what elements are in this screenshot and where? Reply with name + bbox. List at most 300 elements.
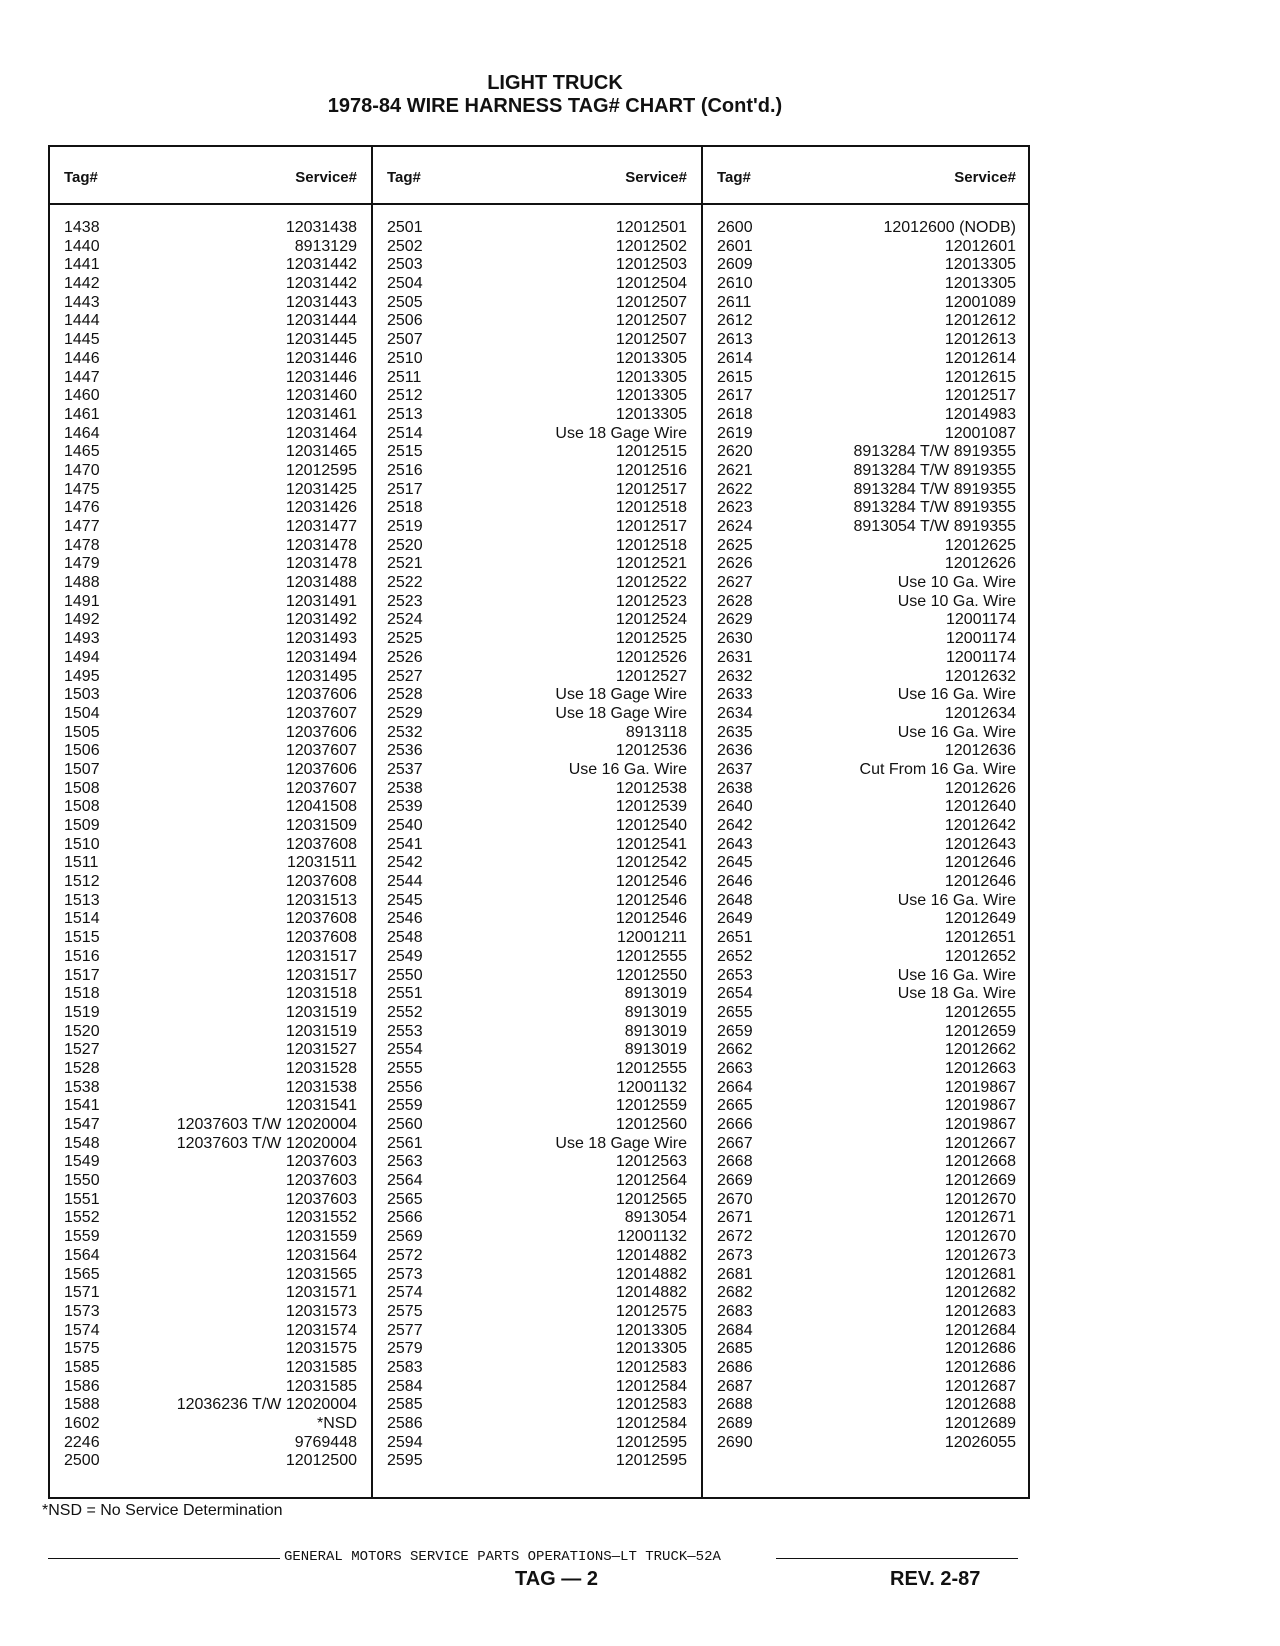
table-row <box>373 406 701 425</box>
service-cell: 12012584 <box>615 1415 687 1432</box>
tag-cell: 2617 <box>717 387 753 405</box>
table-row <box>50 686 371 705</box>
service-cell: Cut From 16 Ga. Wire <box>859 760 1016 778</box>
table-row <box>373 425 701 444</box>
table-row <box>50 555 371 574</box>
table-row <box>373 761 701 780</box>
service-cell: 12012613 <box>944 331 1016 349</box>
table-row <box>50 1378 371 1397</box>
table-row <box>50 1359 371 1378</box>
service-cell: 12012600 (NODB) <box>883 219 1016 236</box>
table-row <box>50 836 371 855</box>
service-cell: 12012643 <box>944 835 1016 853</box>
table-row <box>703 555 1030 574</box>
table-row <box>50 817 371 836</box>
tag-cell: 1573 <box>64 1302 100 1320</box>
tag-cell: 2540 <box>387 817 423 834</box>
table-row <box>50 1209 371 1228</box>
table-row <box>50 611 371 630</box>
table-row <box>50 1247 371 1266</box>
table-row <box>703 967 1030 986</box>
service-cell: 12031426 <box>285 499 357 517</box>
service-cell: 12031565 <box>285 1265 357 1283</box>
service-cell: 12037603 T/W 12020004 <box>176 1134 357 1152</box>
footer-text: GENERAL MOTORS SERVICE PARTS OPERATIONS—LT TRUCK—52A <box>284 1549 721 1565</box>
service-cell: 12031465 <box>285 443 357 461</box>
service-cell: 12012655 <box>944 1003 1016 1021</box>
tag-cell: 2643 <box>717 835 753 853</box>
tag-cell: 2505 <box>387 293 423 311</box>
service-cell: 12012546 <box>615 873 687 891</box>
service-cell: 12013305 <box>944 256 1016 274</box>
service-cell: 12012584 <box>615 1377 687 1395</box>
service-cell: 12019867 <box>944 1116 1016 1133</box>
service-cell: 12012601 <box>944 237 1016 255</box>
tag-cell: 2546 <box>387 910 423 928</box>
tag-cell: 2566 <box>387 1209 423 1227</box>
tag-cell: 1495 <box>64 667 100 685</box>
table-row <box>50 1452 371 1471</box>
table-row <box>703 312 1030 331</box>
service-cell: 12012671 <box>944 1209 1016 1227</box>
table-row <box>50 1322 371 1341</box>
service-cell: 12012659 <box>944 1022 1016 1040</box>
tag-cell: 1461 <box>64 405 100 423</box>
service-cell: 12014882 <box>615 1284 687 1302</box>
tag-cell: 2575 <box>387 1302 423 1320</box>
tag-cell: 1538 <box>64 1078 100 1096</box>
table-row <box>703 705 1030 724</box>
tag-cell: 1446 <box>64 349 100 367</box>
service-cell: 12031585 <box>285 1358 357 1376</box>
service-cell: 12037603 <box>285 1190 357 1208</box>
tag-cell: 1586 <box>64 1377 100 1395</box>
table-row <box>373 929 701 948</box>
tag-cell: 1559 <box>64 1228 100 1246</box>
service-cell: 8913118 <box>625 723 687 741</box>
table-row <box>50 892 371 911</box>
table-row <box>373 1303 701 1322</box>
tag-cell: 2510 <box>387 349 423 367</box>
tag-cell: 2500 <box>64 1452 100 1470</box>
service-cell: 12037607 <box>285 742 357 760</box>
tag-header: Tag# <box>717 169 751 186</box>
service-cell: 12012595 <box>615 1452 687 1470</box>
service-cell: 12014882 <box>615 1265 687 1283</box>
table-row <box>50 1041 371 1060</box>
table-row <box>703 649 1030 668</box>
service-cell: 12012550 <box>615 966 687 984</box>
table-row <box>50 1116 371 1135</box>
tag-cell: 2600 <box>717 219 753 236</box>
service-cell: 12012507 <box>615 293 687 311</box>
service-cell: 8913019 <box>624 985 687 1003</box>
table-row <box>703 1359 1030 1378</box>
table-row <box>50 1396 371 1415</box>
service-cell: 12041508 <box>285 798 357 816</box>
table-row <box>703 443 1030 462</box>
service-cell: 12019867 <box>944 1097 1016 1115</box>
tag-cell: 2640 <box>717 798 753 816</box>
tag-cell: 2634 <box>717 704 753 722</box>
service-cell: 12012614 <box>944 349 1016 367</box>
page-title-line1: LIGHT TRUCK <box>487 72 623 94</box>
service-cell: 12031585 <box>285 1377 357 1395</box>
service-cell: 12031575 <box>285 1340 357 1358</box>
service-cell: 12012575 <box>615 1302 687 1320</box>
table-row <box>703 387 1030 406</box>
tag-cell: 2633 <box>717 686 753 704</box>
service-cell: 8913019 <box>624 1041 687 1059</box>
table-row <box>703 854 1030 873</box>
service-cell: Use 18 Gage Wire <box>555 686 687 704</box>
tag-cell: 1549 <box>64 1153 100 1171</box>
service-cell: 12031460 <box>285 387 357 405</box>
tag-cell: 1575 <box>64 1340 100 1358</box>
service-cell: 12037603 <box>285 1153 357 1171</box>
table-row <box>373 649 701 668</box>
table-row <box>50 275 371 294</box>
table-row <box>50 1284 371 1303</box>
tag-cell: 1518 <box>64 985 100 1003</box>
tag-cell: 1464 <box>64 424 100 442</box>
table-row <box>703 574 1030 593</box>
service-cell: 12012669 <box>944 1172 1016 1190</box>
table-row <box>703 369 1030 388</box>
service-cell: 12012541 <box>615 835 687 853</box>
table-row <box>373 238 701 257</box>
service-cell: 12031552 <box>285 1209 357 1227</box>
table-row <box>373 1135 701 1154</box>
service-cell: 12031527 <box>285 1041 357 1059</box>
table-row <box>373 387 701 406</box>
tag-cell: 2522 <box>387 574 423 592</box>
table-row <box>50 724 371 743</box>
table-row <box>50 854 371 873</box>
service-cell: 12012560 <box>615 1116 687 1133</box>
service-cell: 9769448 <box>294 1433 357 1451</box>
table-row <box>703 294 1030 313</box>
service-cell: 12012507 <box>615 331 687 349</box>
tag-cell: 2532 <box>387 723 423 741</box>
table-row <box>50 1023 371 1042</box>
service-cell: 12012673 <box>944 1246 1016 1264</box>
table-row <box>50 1060 371 1079</box>
tag-cell: 2632 <box>717 667 753 685</box>
table-row <box>373 948 701 967</box>
service-cell: 12031492 <box>285 611 357 629</box>
service-cell: 12012521 <box>615 555 687 573</box>
service-cell: 12012583 <box>615 1396 687 1414</box>
tag-cell: 1475 <box>64 480 100 498</box>
table-row <box>703 425 1030 444</box>
tag-cell: 2622 <box>717 480 753 498</box>
tag-cell: 2513 <box>387 405 423 423</box>
service-cell: 12031443 <box>285 293 357 311</box>
table-row <box>373 555 701 574</box>
tag-cell: 2553 <box>387 1022 423 1040</box>
service-cell: *NSD <box>316 1415 357 1432</box>
table-row <box>373 1172 701 1191</box>
tag-cell: 1514 <box>64 910 100 928</box>
tag-cell: 2583 <box>387 1358 423 1376</box>
tag-cell: 2666 <box>717 1116 753 1133</box>
table-row <box>373 798 701 817</box>
table-row <box>703 611 1030 630</box>
service-cell: 12012663 <box>944 1059 1016 1077</box>
table-row <box>703 1266 1030 1285</box>
service-cell: 12012501 <box>615 219 687 236</box>
page-number: TAG — 2 <box>515 1568 598 1590</box>
service-cell: 12012688 <box>944 1396 1016 1414</box>
table-row <box>50 668 371 687</box>
service-cell: 12037608 <box>285 929 357 947</box>
table-row <box>703 1041 1030 1060</box>
table-row <box>373 910 701 929</box>
table-row <box>373 1004 701 1023</box>
tag-cell: 2648 <box>717 891 753 909</box>
page-title-line2: 1978-84 WIRE HARNESS TAG# CHART (Cont'd.) <box>327 95 783 117</box>
tag-cell: 2525 <box>387 630 423 648</box>
service-cell: 12012502 <box>615 237 687 255</box>
table-row <box>50 350 371 369</box>
table-row <box>703 1284 1030 1303</box>
table-row <box>703 1228 1030 1247</box>
tag-cell: 2528 <box>387 686 423 704</box>
tag-cell: 2507 <box>387 331 423 349</box>
table-column-2 <box>373 147 703 1497</box>
tag-cell: 1508 <box>64 798 100 816</box>
service-cell: 12037608 <box>285 910 357 928</box>
table-row <box>50 443 371 462</box>
service-cell: 12031541 <box>285 1097 357 1115</box>
tag-cell: 2536 <box>387 742 423 760</box>
tag-cell: 2538 <box>387 779 423 797</box>
table-row <box>373 836 701 855</box>
tag-cell: 1504 <box>64 704 100 722</box>
service-cell: 12012686 <box>944 1340 1016 1358</box>
table-row <box>703 350 1030 369</box>
service-cell: 12012634 <box>944 704 1016 722</box>
tag-cell: 2613 <box>717 331 753 349</box>
table-row <box>703 331 1030 350</box>
service-cell: 12012525 <box>615 630 687 648</box>
service-cell: 12012546 <box>615 891 687 909</box>
table-row <box>703 1116 1030 1135</box>
service-cell: 12037608 <box>285 835 357 853</box>
service-cell: 12012523 <box>615 592 687 610</box>
table-row <box>373 817 701 836</box>
tag-cell: 2652 <box>717 947 753 965</box>
service-cell: 12012555 <box>615 947 687 965</box>
service-cell: 12012516 <box>615 461 687 479</box>
tag-cell: 2246 <box>64 1433 100 1451</box>
tag-cell: 2516 <box>387 461 423 479</box>
service-cell: 12031517 <box>285 947 357 965</box>
footnote: *NSD = No Service Determination <box>42 1502 283 1519</box>
tag-cell: 1503 <box>64 686 100 704</box>
table-row <box>703 798 1030 817</box>
tag-cell: 2521 <box>387 555 423 573</box>
tag-cell: 1550 <box>64 1172 100 1190</box>
table-row <box>373 1266 701 1285</box>
table-row <box>703 910 1030 929</box>
tag-cell: 1444 <box>64 312 100 330</box>
table-row <box>703 1097 1030 1116</box>
tag-cell: 1519 <box>64 1003 100 1021</box>
service-cell: 12012646 <box>944 854 1016 872</box>
tag-cell: 1438 <box>64 219 100 236</box>
service-cell: 12031442 <box>285 256 357 274</box>
service-cell: 12031425 <box>285 480 357 498</box>
service-cell: 12012522 <box>615 574 687 592</box>
tag-cell: 1520 <box>64 1022 100 1040</box>
table-row <box>373 294 701 313</box>
tag-cell: 1479 <box>64 555 100 573</box>
table-row <box>50 369 371 388</box>
service-cell: 12012595 <box>285 461 357 479</box>
service-header: Service# <box>295 169 357 186</box>
tag-cell: 2526 <box>387 648 423 666</box>
tag-cell: 2501 <box>387 219 423 236</box>
table-row <box>50 798 371 817</box>
table-row <box>373 481 701 500</box>
tag-cell: 1511 <box>64 854 99 872</box>
service-cell: 12012515 <box>615 443 687 461</box>
tag-cell: 2615 <box>717 368 753 386</box>
tag-cell: 1447 <box>64 368 100 386</box>
service-cell: 8913284 T/W 8919355 <box>853 499 1016 517</box>
service-cell: 12012507 <box>615 312 687 330</box>
table-row <box>373 780 701 799</box>
service-cell: 12012646 <box>944 873 1016 891</box>
table-row <box>50 312 371 331</box>
table-row <box>373 369 701 388</box>
service-header: Service# <box>625 169 687 186</box>
tag-cell: 2653 <box>717 966 753 984</box>
tag-cell: 2612 <box>717 312 753 330</box>
tag-cell: 2663 <box>717 1059 753 1077</box>
service-cell: Use 16 Ga. Wire <box>897 723 1016 741</box>
tag-cell: 2529 <box>387 704 423 722</box>
service-cell: Use 18 Gage Wire <box>555 1134 687 1152</box>
tag-cell: 2512 <box>387 387 423 405</box>
table-row <box>703 1303 1030 1322</box>
tag-cell: 1509 <box>64 817 100 834</box>
row-list <box>703 205 1030 1452</box>
table-row <box>373 1041 701 1060</box>
service-cell: 8913284 T/W 8919355 <box>853 480 1016 498</box>
service-cell: 12013305 <box>615 1340 687 1358</box>
table-row <box>373 331 701 350</box>
tag-cell: 1460 <box>64 387 100 405</box>
tag-cell: 2563 <box>387 1153 423 1171</box>
tag-cell: 2664 <box>717 1078 753 1096</box>
service-cell: 12031495 <box>285 667 357 685</box>
service-cell: 12031491 <box>285 592 357 610</box>
tag-cell: 2683 <box>717 1302 753 1320</box>
service-cell: 12031518 <box>285 985 357 1003</box>
tag-cell: 2668 <box>717 1153 753 1171</box>
table-row <box>703 1322 1030 1341</box>
tag-cell: 1478 <box>64 536 100 554</box>
service-cell: 12012615 <box>944 368 1016 386</box>
service-cell: 12031464 <box>285 424 357 442</box>
table-row <box>373 499 701 518</box>
service-cell: 12001132 <box>617 1078 687 1096</box>
tag-cell: 2671 <box>717 1209 753 1227</box>
table-row <box>373 593 701 612</box>
tag-header: Tag# <box>387 169 421 186</box>
table-row <box>373 1434 701 1453</box>
tag-cell: 2539 <box>387 798 423 816</box>
service-cell: 12013305 <box>615 349 687 367</box>
service-cell: 12001087 <box>944 424 1016 442</box>
column-header <box>703 147 1030 205</box>
tag-cell: 1527 <box>64 1041 100 1059</box>
table-row <box>703 985 1030 1004</box>
service-cell: 12031478 <box>285 536 357 554</box>
tag-cell: 2673 <box>717 1246 753 1264</box>
service-cell: 12012526 <box>615 648 687 666</box>
table-row <box>50 948 371 967</box>
tag-cell: 2619 <box>717 424 753 442</box>
tag-cell: 1516 <box>64 947 100 965</box>
service-cell: 12012540 <box>615 817 687 834</box>
tag-cell: 2637 <box>717 760 753 778</box>
table-row <box>703 518 1030 537</box>
table-row <box>373 668 701 687</box>
service-cell: 12012542 <box>615 854 687 872</box>
tag-cell: 1564 <box>64 1246 100 1264</box>
tag-cell: 2584 <box>387 1377 423 1395</box>
tag-cell: 2620 <box>717 443 753 461</box>
tag-cell: 1470 <box>64 461 100 479</box>
tag-cell: 2669 <box>717 1172 753 1190</box>
tag-cell: 1476 <box>64 499 100 517</box>
service-cell: 12012632 <box>944 667 1016 685</box>
table-row <box>50 462 371 481</box>
table-row <box>703 1023 1030 1042</box>
table-row <box>703 1209 1030 1228</box>
table-row <box>50 481 371 500</box>
tag-chart-table <box>48 145 1030 1499</box>
service-cell: 12001174 <box>946 630 1016 648</box>
tag-cell: 2662 <box>717 1041 753 1059</box>
service-cell: Use 10 Ga. Wire <box>897 574 1016 592</box>
tag-cell: 1445 <box>64 331 100 349</box>
service-cell: 8913054 T/W 8919355 <box>853 518 1016 535</box>
tag-cell: 1505 <box>64 723 100 741</box>
tag-header: Tag# <box>64 169 98 186</box>
service-cell: 12012649 <box>944 910 1016 928</box>
table-row <box>373 256 701 275</box>
tag-cell: 2609 <box>717 256 753 274</box>
service-cell: 8913129 <box>294 237 357 255</box>
tag-cell: 2579 <box>387 1340 423 1358</box>
table-row <box>50 1135 371 1154</box>
tag-cell: 1528 <box>64 1059 100 1077</box>
table-column-3 <box>703 147 1030 1497</box>
table-row <box>703 780 1030 799</box>
table-row <box>50 1079 371 1098</box>
table-row <box>703 1191 1030 1210</box>
service-cell: 8913054 <box>624 1209 687 1227</box>
table-row <box>50 425 371 444</box>
tag-cell: 2686 <box>717 1358 753 1376</box>
table-row <box>703 1135 1030 1154</box>
table-row <box>373 1359 701 1378</box>
